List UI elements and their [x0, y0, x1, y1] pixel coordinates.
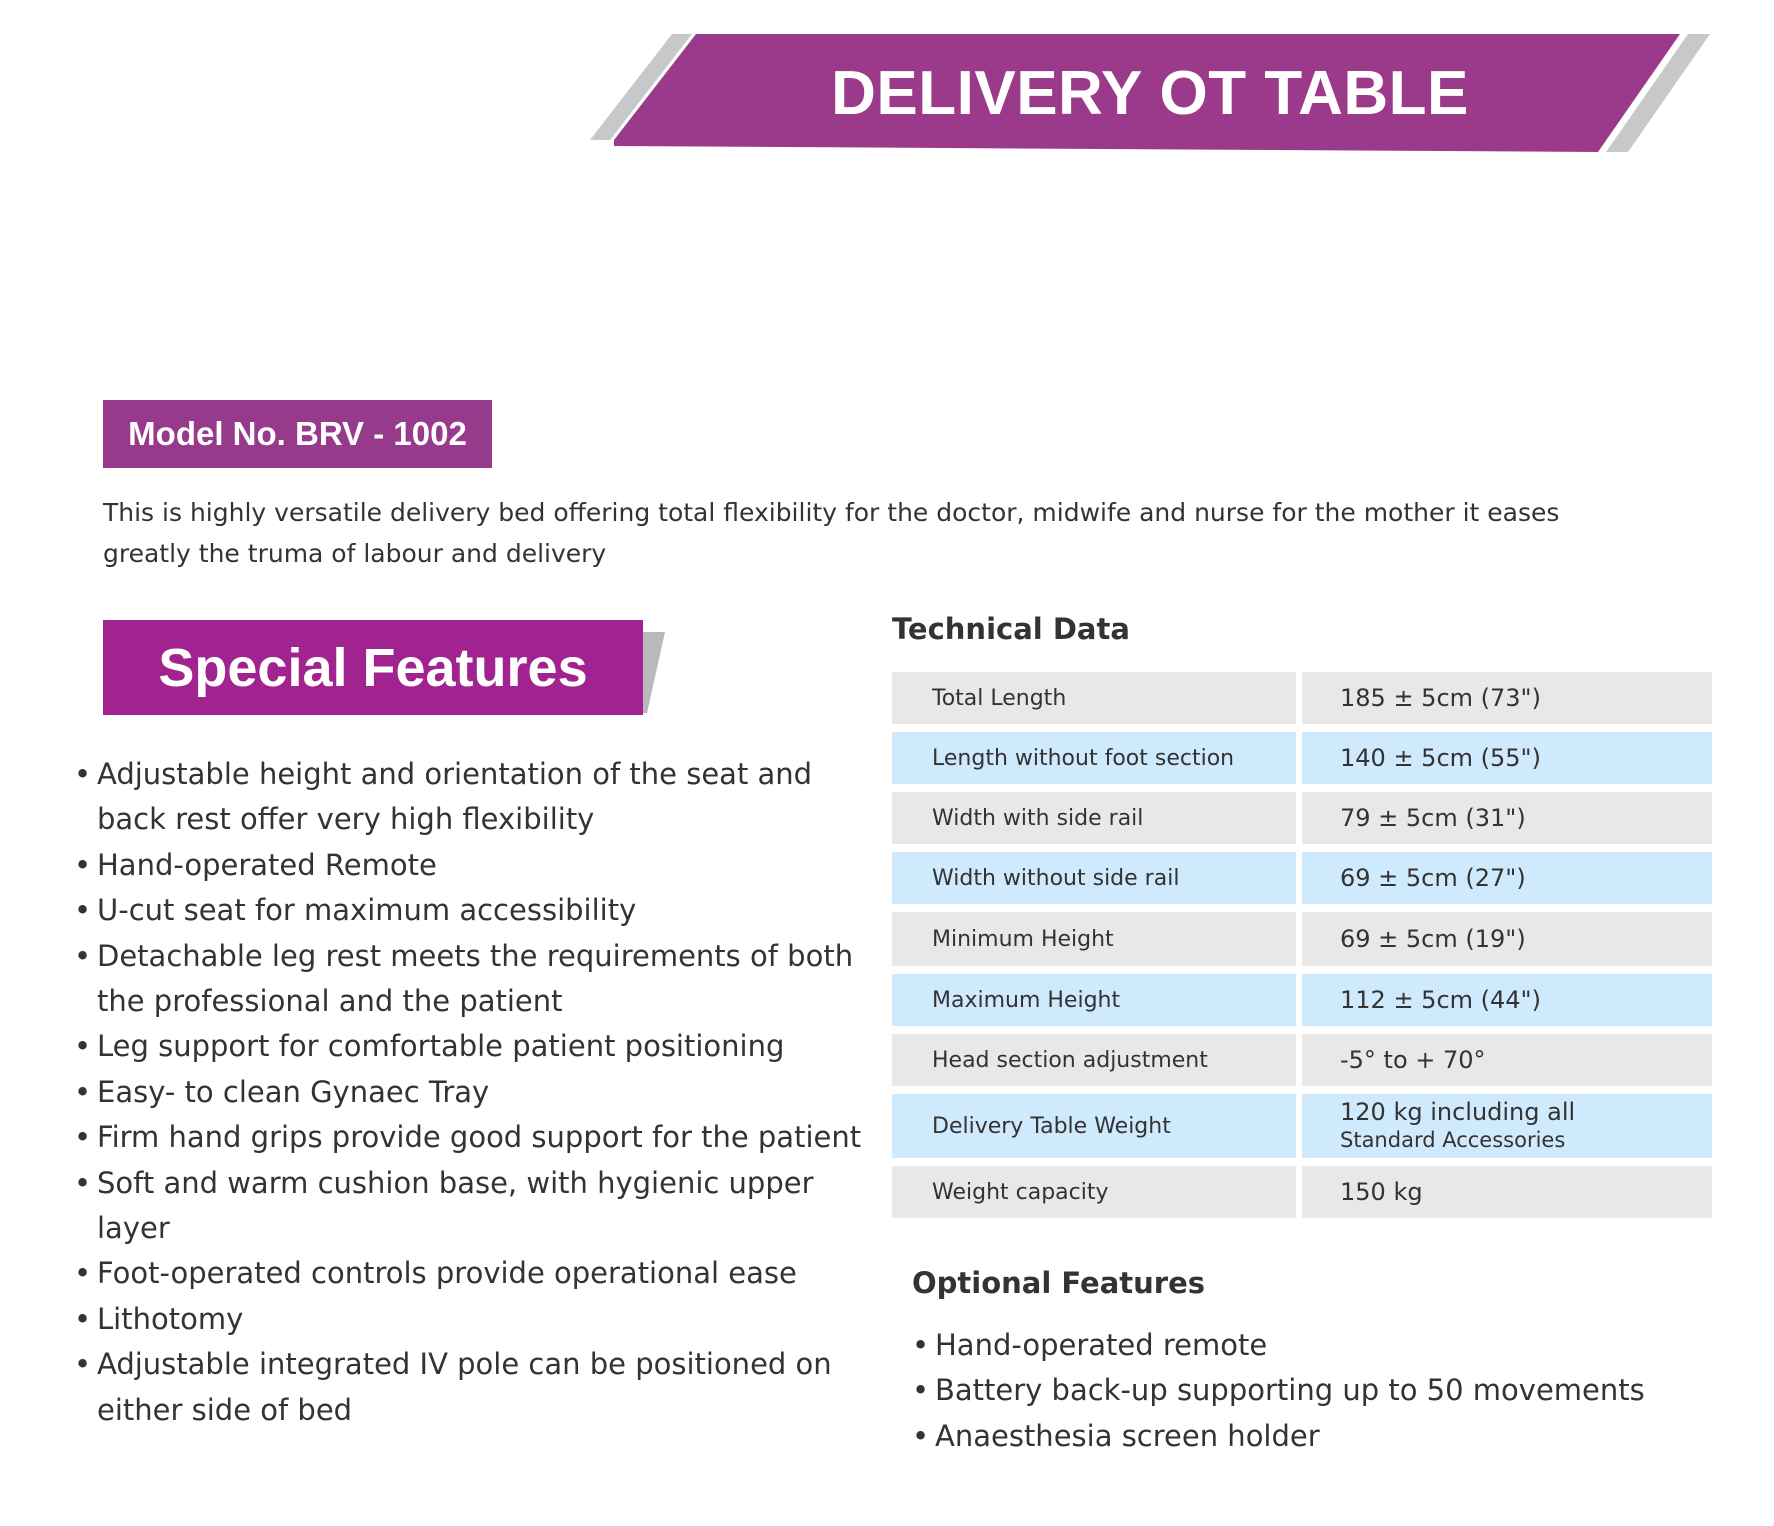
spec-value [1302, 912, 1712, 966]
spec-value-text: 140 ± 5cm (55") [1340, 744, 1541, 772]
table-row [892, 732, 1712, 784]
page-title: DELIVERY OT TABLE [831, 58, 1469, 128]
spec-value [1302, 852, 1712, 904]
special-features-list [74, 752, 864, 1433]
spec-value-text: 69 ± 5cm (27") [1340, 864, 1526, 892]
special-features-title: Special Features [158, 637, 588, 698]
spec-value [1302, 1166, 1712, 1218]
table-row [892, 1034, 1712, 1086]
product-description: This is highly versatile delivery bed offering total flexibility for the doctor, midwife and nurse for the mother it eases greatly the truma of labour and delivery [103, 498, 1560, 568]
spec-label: Head section adjustment [892, 1034, 1296, 1086]
table-row [892, 912, 1712, 966]
spec-label: Delivery Table Weight [892, 1094, 1296, 1158]
spec-value-text: 150 kg [1340, 1178, 1423, 1206]
spec-label: Minimum Height [892, 912, 1296, 966]
list-item: • Anaesthesia screen holder [912, 1414, 1712, 1459]
spec-value-text: 112 ± 5cm (44") [1340, 986, 1541, 1014]
spec-value-text: 69 ± 5cm (19") [1340, 925, 1526, 953]
spec-label: Width with side rail [892, 792, 1296, 844]
list-item: • Foot-operated controls provide operational ease [74, 1251, 864, 1296]
list-item: • Detachable leg rest meets the requirements of both the professional and the patient [74, 934, 864, 1025]
spec-value-text: 79 ± 5cm (31") [1340, 804, 1526, 832]
spec-value [1302, 672, 1712, 724]
table-row [892, 672, 1712, 724]
spec-value [1302, 974, 1712, 1026]
optional-features-list [912, 1323, 1712, 1459]
table-row [892, 852, 1712, 904]
spec-value [1302, 732, 1712, 784]
table-row [892, 1094, 1712, 1158]
spec-label: Weight capacity [892, 1166, 1296, 1218]
list-item: • Battery back-up supporting up to 50 movements [912, 1368, 1712, 1413]
list-item: • Easy- to clean Gynaec Tray [74, 1070, 864, 1115]
title-banner [590, 34, 1710, 152]
technical-data-heading: Technical Data [892, 612, 1130, 646]
spec-value-subtext: Standard Accessories [1340, 1128, 1566, 1152]
list-item: • U-cut seat for maximum accessibility [74, 888, 864, 933]
optional-features-heading: Optional Features [912, 1266, 1206, 1300]
spec-value [1302, 792, 1712, 844]
list-item: • Leg support for comfortable patient positioning [74, 1024, 864, 1069]
spec-label: Width without side rail [892, 852, 1296, 904]
model-number-badge: Model No. BRV - 1002 [103, 400, 492, 468]
spec-value-text: 185 ± 5cm (73") [1340, 684, 1541, 712]
spec-label: Maximum Height [892, 974, 1296, 1026]
spec-value [1302, 1034, 1712, 1086]
spec-value-text: -5° to + 70° [1340, 1046, 1486, 1074]
spec-value-text: 120 kg including all [1340, 1098, 1576, 1126]
list-item: • Soft and warm cushion base, with hygienic upper layer [74, 1161, 864, 1252]
table-row [892, 1166, 1712, 1218]
list-item: • Hand-operated remote [912, 1323, 1712, 1368]
spec-label: Length without foot section [892, 732, 1296, 784]
table-row [892, 792, 1712, 844]
spec-label: Total Length [892, 672, 1296, 724]
spec-value [1302, 1094, 1712, 1158]
list-item: • Hand-operated Remote [74, 843, 864, 888]
table-row [892, 974, 1712, 1026]
list-item: • Adjustable integrated IV pole can be positioned on either side of bed [74, 1342, 864, 1433]
list-item: • Adjustable height and orientation of the seat and back rest offer very high flexibility [74, 752, 864, 843]
list-item: • Firm hand grips provide good support for the patient [74, 1115, 864, 1160]
list-item: • Lithotomy [74, 1297, 864, 1342]
special-features-banner [103, 620, 665, 715]
